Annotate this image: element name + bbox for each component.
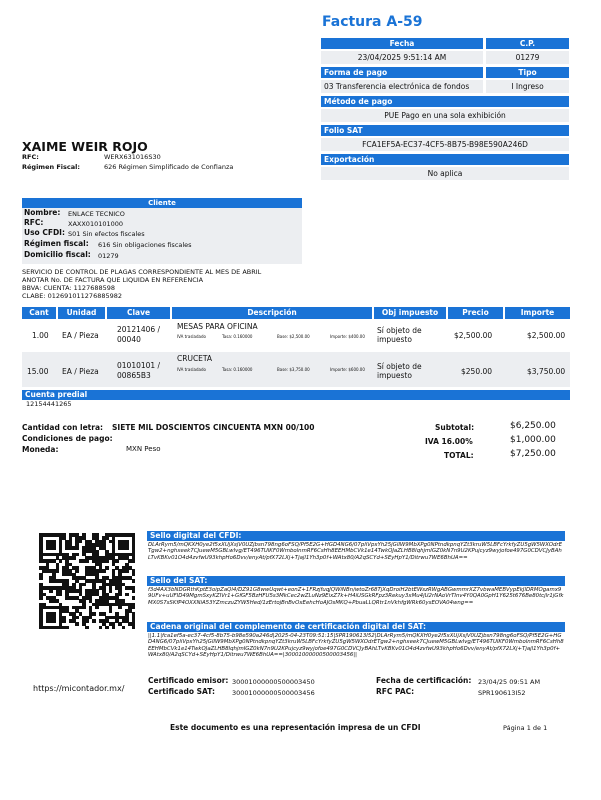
emisor-rfc-label: RFC: xyxy=(22,153,39,161)
row-importe: $2,500.00 xyxy=(527,331,566,340)
row-tasa: Tasa: 0.160000 xyxy=(222,334,253,339)
col-header-obj-impuesto: Obj impuesto xyxy=(374,307,446,319)
row-obj: Sí objeto de xyxy=(377,362,422,371)
exportacion-value: No aplica xyxy=(321,167,569,180)
sello-cfdi: DLArRym5/mQKXH0ye2f5xXUjXsjV0UZjbsn798ng6oFSQ/Pf5E2G+HGD4NG6/07pliVpxYh25jGlIW9MbXPg0NPtndkpnqYZt3kruW5LBFcYrkfyZU5gW5WXOdrETgw2+nghxeek7CJuewM5GBLwIvg/ET496TUlKF0WmbolnmRF6CsHh8EEHMbCVk1e14TwkOJaZLHB8IqhjmIGZ0kN7n9U2KPujcyz9wyjofoe497G0CDVCJyBAhLTvKBKv01O4d4zvfwU93khpHo6Dvv/enyAt/pfX72LXj+Tjajl1Yh3p0f+WAtx80/A2qSCYd+SEyHpY1/Ditrwu7WE6BhUA== xyxy=(148,542,563,561)
forma-pago-value: 03 Transferencia electrónica de fondos xyxy=(321,80,483,93)
row-base: Base: $3,750.00 xyxy=(277,367,310,372)
emisor-regimen-label: Régimen Fiscal: xyxy=(22,163,80,171)
cliente-rfc: XAXX010101000 xyxy=(68,220,124,228)
row-importe: $3,750.00 xyxy=(527,367,566,376)
qr-module xyxy=(52,546,56,550)
rfc-pac-label: RFC PAC: xyxy=(376,687,415,696)
row-base: Base: $2,500.00 xyxy=(277,334,310,339)
cadena-header: Cadena original del complemento de certificación digital del SAT: xyxy=(147,622,565,632)
qr-module xyxy=(132,559,136,563)
subtotal-label: Subtotal: xyxy=(435,423,475,432)
qr-module xyxy=(132,606,136,610)
subtotal-value: $6,250.00 xyxy=(510,421,556,431)
cadena-original: ||1.1|fca1ef5a-ec37-4cf5-8b75-b98e590a246d|2025-04-23T09:51:15|SPR190613I52|DLArRym5/mQKXH0ye2f5xXUjXsjV0UZjbsn798ng6oFSQ/Pf5E2G+HGD4NG6/07pliVpxYh25jGlIW9MbXPg0NPtndkpnqYZt3kruW5LBFcYrkfyZU5gW5WXOdrETgw2+nghxeek7CJuewM5GBLwIvg/ET496TUlKF0WmbolnmRF6CsHh8EEHMbCVk1e14TwkOJaZLHB8IqhjmIGZ0kN7n9U2KPujcyz9wyjofoe497G0CDVCJyBAhLTvKBKv01O4d4zvfwU93khpHo6Dvv/enyAt/pfX72LXj+Tjajl1Yh3p0f+WAtx80/A2qSCYd+SEyHpY1/Ditrwu7WE6BhUA==|30001000000500003456|| xyxy=(148,633,564,659)
note-line: CLABE: 012691011276885982 xyxy=(22,292,123,300)
fecha-cert-label: Fecha de certificación: xyxy=(376,676,472,685)
qr-module xyxy=(105,559,109,563)
row-precio: $250.00 xyxy=(461,367,493,376)
qr-module xyxy=(85,559,89,563)
row-clave: 01010101 / xyxy=(117,361,161,370)
cliente-nombre: ENLACE TECNICO xyxy=(68,210,125,218)
cert-sat-label: Certificado SAT: xyxy=(148,687,215,696)
sello-sat-header: Sello del SAT: xyxy=(147,576,565,586)
qr-module xyxy=(95,606,99,610)
qr-module xyxy=(39,596,43,600)
cert-emisor-value: 30001000000500003450 xyxy=(232,678,315,686)
cliente-regimen: 616 Sin obligaciones fiscales xyxy=(98,241,192,249)
row-descripcion: CRUCETA xyxy=(177,354,213,363)
moneda-value: MXN Peso xyxy=(126,445,161,453)
cuenta-predial-header: Cuenta predial xyxy=(22,390,570,400)
row-importe-tax: Importe: $600.00 xyxy=(330,367,365,372)
qr-module xyxy=(49,589,53,593)
col-header-importe: Importe xyxy=(505,307,570,319)
qr-module xyxy=(62,619,66,623)
tipo-value: I Ingreso xyxy=(486,80,569,93)
cuenta-predial-value: 12154441265 xyxy=(26,400,72,408)
fecha-value: 23/04/2025 9:51:14 AM xyxy=(321,51,483,64)
col-header-precio: Precio xyxy=(448,307,503,319)
qr-module xyxy=(59,593,63,597)
qr-module xyxy=(102,569,106,573)
qr-module xyxy=(105,566,109,570)
row-precio: $2,500.00 xyxy=(454,331,493,340)
exportacion-header: Exportación xyxy=(321,154,569,165)
qr-module xyxy=(75,622,79,626)
fecha-cert-value: 23/04/25 09:51 AM xyxy=(478,678,541,686)
qr-code xyxy=(39,533,135,629)
iva-value: $1,000.00 xyxy=(510,435,556,445)
iva-label: IVA 16.00% xyxy=(425,437,473,446)
cliente-domicilio-label: Domicilio fiscal: xyxy=(24,250,91,259)
row-clave: 00040 xyxy=(117,335,141,344)
note-line: ANOTAR No. DE FACTURA QUE LIQUIDA EN REFERENCIA xyxy=(22,276,204,284)
qr-module xyxy=(75,569,79,573)
cliente-uso-label: Uso CFDI: xyxy=(24,228,65,237)
row-tax: IVA trasladado xyxy=(177,367,206,372)
tipo-header: Tipo xyxy=(486,67,569,78)
cantidad-letra: SIETE MIL DOSCIENTOS CINCUENTA MXN 00/100 xyxy=(112,423,315,432)
qr-module xyxy=(105,626,109,630)
row-tasa: Tasa: 0.160000 xyxy=(222,367,253,372)
qr-module xyxy=(122,626,126,630)
qr-module xyxy=(132,573,136,577)
note-line: BBVA: CUENTA: 1127688598 xyxy=(22,284,116,292)
cliente-domicilio: 01279 xyxy=(98,252,119,260)
qr-module xyxy=(132,589,136,593)
qr-module xyxy=(75,553,79,557)
col-header-clave: Clave xyxy=(107,307,170,319)
row-cant: 1.00 xyxy=(32,331,49,340)
cliente-regimen-label: Régimen fiscal: xyxy=(24,239,89,248)
condiciones-label: Condiciones de pago: xyxy=(22,434,113,443)
cp-value: 01279 xyxy=(486,51,569,64)
qr-module xyxy=(132,596,136,600)
row-unidad: EA / Pieza xyxy=(62,331,99,340)
row-descripcion: MESAS PARA OFICINA xyxy=(177,322,258,331)
qr-module xyxy=(125,546,129,550)
invoice-title: Factura A-59 xyxy=(322,14,423,30)
forma-pago-header: Forma de pago xyxy=(321,67,483,78)
qr-module xyxy=(82,606,86,610)
qr-module xyxy=(92,619,96,623)
qr-module xyxy=(109,589,113,593)
table-row xyxy=(22,352,570,387)
qr-module xyxy=(92,612,96,616)
sello-cfdi-header: Sello digital del CFDI: xyxy=(147,531,565,541)
moneda-label: Moneda: xyxy=(22,445,59,454)
qr-module xyxy=(115,559,119,563)
qr-module xyxy=(85,619,89,623)
qr-module xyxy=(79,540,83,544)
qr-module xyxy=(132,579,136,583)
cp-header: C.P. xyxy=(486,38,569,49)
row-importe-tax: Importe: $400.00 xyxy=(330,334,365,339)
qr-module xyxy=(109,609,113,613)
qr-module xyxy=(112,626,116,630)
row-clave: 00865B3 xyxy=(117,371,151,380)
qr-module xyxy=(52,619,56,623)
cliente-uso: S01 Sin efectos fiscales xyxy=(68,230,145,238)
fecha-header: Fecha xyxy=(321,38,483,49)
row-clave: 20121406 / xyxy=(117,325,161,334)
qr-module xyxy=(59,559,63,563)
folio-value: FCA1EF5A-EC37-4CF5-8B75-B98E590A246D xyxy=(321,138,569,151)
qr-module xyxy=(75,546,79,550)
qr-module xyxy=(82,583,86,587)
qr-module xyxy=(72,556,76,560)
qr-module xyxy=(75,616,79,620)
qr-module xyxy=(85,626,89,630)
metodo-pago-header: Método de pago xyxy=(321,96,569,107)
table-row xyxy=(22,320,570,352)
total-label: TOTAL: xyxy=(444,451,474,460)
cert-sat-value: 30001000000500003456 xyxy=(232,689,315,697)
row-obj: impuesto xyxy=(377,371,412,380)
qr-module xyxy=(56,569,60,573)
col-header-unidad: Unidad xyxy=(58,307,105,319)
qr-module xyxy=(99,626,103,630)
rfc-pac-value: SPR190613I52 xyxy=(478,689,526,697)
note-line: SERVICIO DE CONTROL DE PLAGAS CORRESPONDIENTE AL MES DE ABRIL xyxy=(22,268,262,276)
row-cant: 15.00 xyxy=(27,367,49,376)
footer-note: Este documento es una representación impresa de un CFDI xyxy=(170,723,421,732)
qr-module xyxy=(125,569,129,573)
row-unidad: EA / Pieza xyxy=(62,367,99,376)
cliente-nombre-label: Nombre: xyxy=(24,208,61,217)
qr-url[interactable]: https://micontador.mx/ xyxy=(33,684,125,693)
emisor-regimen: 626 Régimen Simplificado de Confianza xyxy=(104,163,234,171)
row-obj: impuesto xyxy=(377,335,412,344)
total-value: $7,250.00 xyxy=(510,449,556,459)
cliente-header: Cliente xyxy=(22,198,302,208)
row-tax: IVA trasladado xyxy=(177,334,206,339)
page-number: Página 1 de 1 xyxy=(503,724,548,732)
metodo-pago-value: PUE Pago en una sola exhibición xyxy=(321,109,569,122)
qr-module xyxy=(118,606,122,610)
row-obj: Sí objeto de xyxy=(377,326,422,335)
cliente-rfc-label: RFC: xyxy=(24,218,44,227)
emisor-rfc: WERX631016S30 xyxy=(104,153,161,161)
cantidad-letra-label: Cantidad con letra: xyxy=(22,423,104,432)
sello-sat: f3d4AX3bNDGRthKptE3oipZaQl4/DZ91G8wwUqwt+eonZ+1FRzjfuqJQWiNBn/wtoZr68TjXqDroiH2btEWszRWgABGwmmrXZ7vbwaMEBVypEkJlDRMOgamx99UFv+uUFID49MgmSxyKZIVr1+GfGF5BzHFU5s3MkCec2wZLuNz9EixZ7k+H4iUSGkRFpz3Rekuy3xMu4jU2rNAoVrTInv4Y0QA0GpH1Y625t676Be80tcjlr1jGfkMX0S7sSKfP4OXXNiA53YZmczuZYW5Hed/1zErtojBnBvOxEehcHoAJOsMKQ+PbuaLLQRtr1nVkhfgWRk60ysEOVA04wng== xyxy=(148,587,564,606)
emisor-name: XAIME WEIR ROJO xyxy=(22,139,148,154)
qr-module xyxy=(118,593,122,597)
cert-emisor-label: Certificado emisor: xyxy=(148,676,229,685)
col-header-descripcion: Descripción xyxy=(172,307,372,319)
qr-module xyxy=(125,593,129,597)
qr-module xyxy=(65,626,69,630)
folio-header: Folio SAT xyxy=(321,125,569,136)
qr-module xyxy=(39,576,43,580)
col-header-cant: Cant xyxy=(22,307,56,319)
qr-module xyxy=(132,626,136,630)
